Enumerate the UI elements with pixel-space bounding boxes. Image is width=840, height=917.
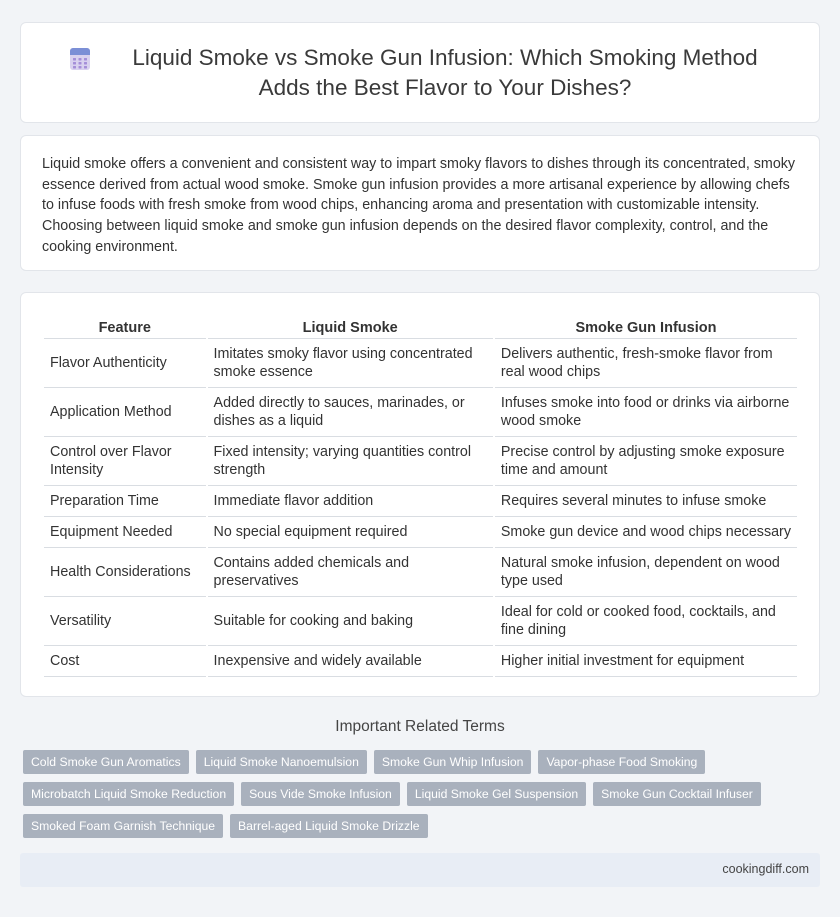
related-term-tag[interactable]: Smoked Foam Garnish Technique — [23, 814, 223, 838]
table-row — [44, 517, 797, 548]
table-row — [44, 388, 797, 437]
title-card — [20, 22, 820, 123]
footer — [20, 853, 820, 887]
intro-card — [20, 135, 820, 271]
comparison-table — [42, 312, 799, 677]
liquid-smoke-cell: Inexpensive and widely available — [208, 646, 493, 677]
header-liquid-smoke: Liquid Smoke — [208, 312, 493, 339]
related-term-tag[interactable]: Vapor-phase Food Smoking — [538, 750, 705, 774]
related-term-tag[interactable]: Barrel-aged Liquid Smoke Drizzle — [230, 814, 428, 838]
related-term-tag[interactable]: Smoke Gun Whip Infusion — [374, 750, 532, 774]
smoke-gun-cell: Delivers authentic, fresh-smoke flavor from real wood chips — [495, 339, 797, 388]
smoke-gun-cell: Ideal for cold or cooked food, cocktails, and fine dining — [495, 597, 797, 646]
liquid-smoke-cell: Fixed intensity; varying quantities control strength — [208, 437, 493, 486]
liquid-smoke-cell: Suitable for cooking and baking — [208, 597, 493, 646]
related-term-tag[interactable]: Smoke Gun Cocktail Infuser — [593, 782, 761, 806]
intro-paragraph: Liquid smoke offers a convenient and consistent way to impart smoky flavors to dishes through its concentrated, smoky essence derived from actual wood smoke. Smoke gun infusion provides a more artisanal experience by allowing chefs to infuse foods with fresh smoke from wood chips, enhancing aroma and presentation with customizable intensity. Choosing between liquid smoke and smoke gun infusion depends on the desired flavor complexity, control, and the cooking environment. — [42, 156, 796, 255]
header-smoke-gun: Smoke Gun Infusion — [495, 312, 797, 339]
related-term-tag[interactable]: Sous Vide Smoke Infusion — [241, 782, 400, 806]
comparison-card — [20, 292, 820, 697]
related-term-tag[interactable]: Microbatch Liquid Smoke Reduction — [23, 782, 234, 806]
related-terms-list — [23, 750, 783, 838]
footer-site-link[interactable]: cookingdiff.com — [722, 862, 809, 876]
related-term-tag[interactable]: Liquid Smoke Nanoemulsion — [196, 750, 367, 774]
table-row — [44, 486, 797, 517]
smoke-gun-cell: Infuses smoke into food or drinks via airborne wood smoke — [495, 388, 797, 437]
related-term-tag[interactable]: Liquid Smoke Gel Suspension — [407, 782, 586, 806]
smoke-gun-cell: Natural smoke infusion, dependent on wood type used — [495, 548, 797, 597]
smoke-gun-cell: Smoke gun device and wood chips necessary — [495, 517, 797, 548]
liquid-smoke-cell: Imitates smoky flavor using concentrated smoke essence — [208, 339, 493, 388]
smoke-gun-cell: Requires several minutes to infuse smoke — [495, 486, 797, 517]
table-row — [44, 597, 797, 646]
liquid-smoke-cell: Contains added chemicals and preservatives — [208, 548, 493, 597]
liquid-smoke-cell: Added directly to sauces, marinades, or dishes as a liquid — [208, 388, 493, 437]
table-row — [44, 548, 797, 597]
smoke-gun-cell: Precise control by adjusting smoke exposure time and amount — [495, 437, 797, 486]
liquid-smoke-cell: Immediate flavor addition — [208, 486, 493, 517]
feature-cell: Preparation Time — [44, 486, 206, 517]
feature-cell: Control over Flavor Intensity — [44, 437, 206, 486]
feature-cell: Versatility — [44, 597, 206, 646]
related-terms-heading: Important Related Terms — [335, 718, 505, 735]
liquid-smoke-cell: No special equipment required — [208, 517, 493, 548]
table-header-row — [44, 312, 797, 339]
page-title: Liquid Smoke vs Smoke Gun Infusion: Which Smoking Method Adds the Best Flavor to Your Dishes? — [132, 45, 758, 100]
feature-cell: Application Method — [44, 388, 206, 437]
table-row — [44, 646, 797, 677]
feature-cell: Cost — [44, 646, 206, 677]
related-term-tag[interactable]: Cold Smoke Gun Aromatics — [23, 750, 189, 774]
feature-cell: Health Considerations — [44, 548, 206, 597]
feature-cell: Flavor Authenticity — [44, 339, 206, 388]
smoke-gun-cell: Higher initial investment for equipment — [495, 646, 797, 677]
feature-cell: Equipment Needed — [44, 517, 206, 548]
table-row — [44, 437, 797, 486]
header-feature: Feature — [44, 312, 206, 339]
table-row — [44, 339, 797, 388]
